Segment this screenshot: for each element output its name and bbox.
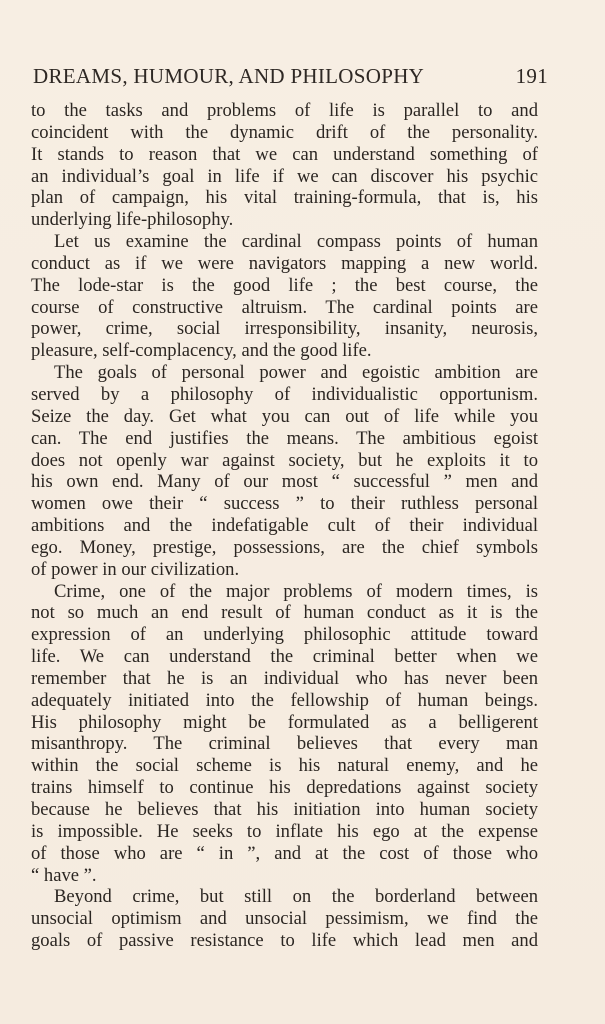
text-line: His philosophy might be formulated as a belligerent [31,711,538,733]
text-line: ego. Money, prestige, possessions, are the chief symbols [31,536,538,558]
text-line: “ have ”. [31,864,97,886]
text-line: The lode-star is the good life ; the best course, the [31,274,538,296]
text-line: The goals of personal power and egoistic ambition are [54,362,538,384]
text-line: is impossible. He seeks to inflate his ego at the expense [31,820,538,842]
text-line: adequately initiated into the fellowship of human beings. [31,689,538,711]
body-text [31,100,538,952]
text-line: goals of passive resistance to life which lead men and [31,930,538,952]
text-line: unsocial optimism and unsocial pessimism, we find the [31,908,538,930]
text-line: to the tasks and problems of life is parallel to and [31,100,538,121]
text-line: not so much an end result of human conduct as it is the [31,602,538,624]
text-line: can. The end justifies the means. The ambitious egoist [31,427,538,449]
text-line: power, crime, social irresponsibility, insanity, neurosis, [31,318,538,340]
text-line: within the social scheme is his natural enemy, and he [31,755,538,777]
text-line: Beyond crime, but still on the borderland between [54,886,538,908]
text-line: coincident with the dynamic drift of the personality. [31,121,538,143]
text-line: life. We can understand the criminal better when we [31,646,538,668]
text-line: of power in our civilization. [31,558,240,580]
text-line: does not openly war against society, but he exploits it to [31,449,538,471]
text-line: underlying life-philosophy. [31,209,234,231]
text-line: conduct as if we were navigators mapping a new world. [31,252,538,274]
text-line: Seize the day. Get what you can out of life while you [31,405,538,427]
running-head [33,64,548,94]
text-line: pleasure, self-complacency, and the good life. [31,340,372,362]
text-line: expression of an underlying philosophic attitude toward [31,624,538,646]
chapter-title: DREAMS, HUMOUR, AND PHILOSOPHY [33,64,425,88]
text-line: trains himself to continue his depredations against society [31,777,538,799]
page-number: 191 [515,64,548,88]
text-line: women owe their “ success ” to their ruthless personal [31,493,538,515]
text-line: Crime, one of the major problems of modern times, is [54,580,538,602]
text-line: his own end. Many of our most “ successful ” men and [31,471,538,493]
text-line: remember that he is an individual who has never been [31,667,538,689]
text-line: because he believes that his initiation into human society [31,799,538,820]
text-line: plan of campaign, his vital training-formula, that is, his [31,187,538,209]
text-line: course of constructive altruism. The cardinal points are [31,296,538,318]
text-line: of those who are “ in ”, and at the cost of those who [31,842,538,864]
text-line: ambitions and the indefatigable cult of their individual [31,515,538,537]
text-line: Let us examine the cardinal compass points of human [54,231,538,253]
text-line: an individual’s goal in life if we can discover his psychic [31,165,538,187]
text-line: misanthropy. The criminal believes that every man [31,733,538,755]
text-line: It stands to reason that we can understand something of [31,143,538,165]
text-line: served by a philosophy of individualistic opportunism. [31,383,538,405]
